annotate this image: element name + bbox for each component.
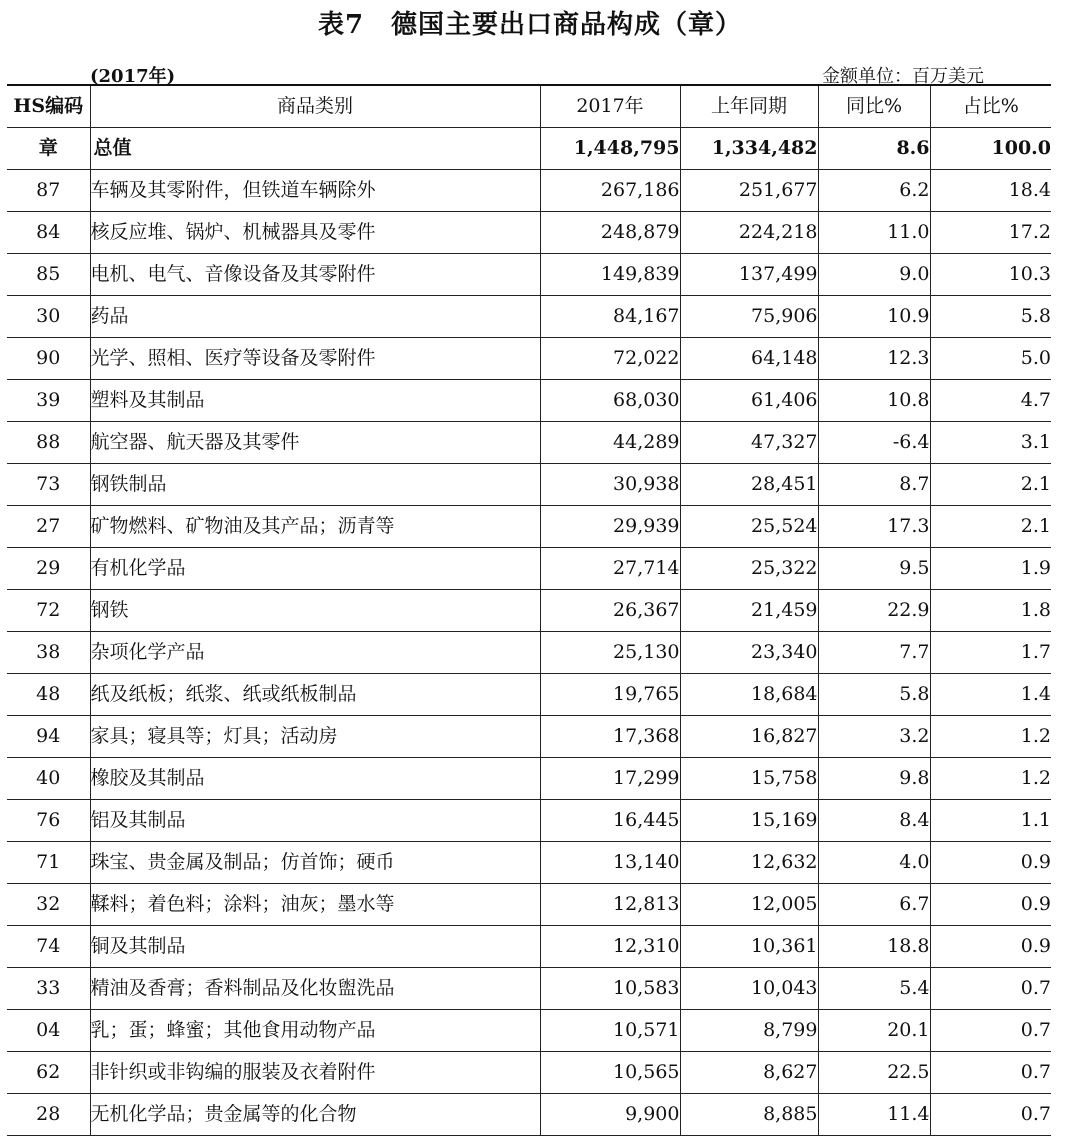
yoy-cell: 5.4 [818, 968, 930, 1010]
category-cell: 光学、照相、医疗等设备及零附件 [90, 338, 540, 380]
value-previous-cell: 8,627 [680, 1052, 818, 1094]
value-2017-cell: 30,938 [540, 464, 680, 506]
value-previous-cell: 224,218 [680, 212, 818, 254]
value-previous-cell: 10,361 [680, 926, 818, 968]
value-2017-cell: 12,310 [540, 926, 680, 968]
share-cell: 0.9 [930, 842, 1051, 884]
share-cell: 1.9 [930, 548, 1051, 590]
value-previous-cell: 61,406 [680, 380, 818, 422]
hs-code-cell: 90 [7, 338, 90, 380]
category-cell: 钢铁制品 [90, 464, 540, 506]
category-cell: 杂项化学产品 [90, 632, 540, 674]
value-2017-cell: 19,765 [540, 674, 680, 716]
yoy-cell: 22.9 [818, 590, 930, 632]
category-cell: 纸及纸板；纸浆、纸或纸板制品 [90, 674, 540, 716]
value-previous-cell: 28,451 [680, 464, 818, 506]
header-previous-year: 上年同期 [680, 85, 818, 128]
hs-code-cell: 62 [7, 1052, 90, 1094]
share-cell: 0.7 [930, 1094, 1051, 1136]
share-cell: 1.1 [930, 800, 1051, 842]
value-previous-cell: 137,499 [680, 254, 818, 296]
hs-code-cell: 38 [7, 632, 90, 674]
yoy-cell: -6.4 [818, 422, 930, 464]
hs-code-cell: 87 [7, 170, 90, 212]
yoy-cell: 10.8 [818, 380, 930, 422]
table-row [7, 1094, 1051, 1136]
share-cell: 18.4 [930, 170, 1051, 212]
share-cell: 1.2 [930, 716, 1051, 758]
value-previous-cell: 8,885 [680, 1094, 818, 1136]
value-previous-cell: 16,827 [680, 716, 818, 758]
hs-code-cell: 76 [7, 800, 90, 842]
hs-code-cell: 40 [7, 758, 90, 800]
category-cell: 精油及香膏；香料制品及化妆盥洗品 [90, 968, 540, 1010]
hs-code-cell: 88 [7, 422, 90, 464]
table-row [7, 422, 1051, 464]
value-previous-cell: 251,677 [680, 170, 818, 212]
table-row [7, 968, 1051, 1010]
share-cell: 1.4 [930, 674, 1051, 716]
share-cell: 1.8 [930, 590, 1051, 632]
header-hs-code: HS编码 [7, 85, 90, 128]
share-cell: 10.3 [930, 254, 1051, 296]
share-cell: 5.0 [930, 338, 1051, 380]
value-2017-cell: 16,445 [540, 800, 680, 842]
category-cell: 鞣料；着色料；涂料；油灰；墨水等 [90, 884, 540, 926]
table-row [7, 674, 1051, 716]
share-cell: 17.2 [930, 212, 1051, 254]
hs-code-cell: 04 [7, 1010, 90, 1052]
value-previous-cell: 12,005 [680, 884, 818, 926]
table-row [7, 1010, 1051, 1052]
table-row [7, 170, 1051, 212]
table-row [7, 758, 1051, 800]
table-row [7, 884, 1051, 926]
yoy-cell: 8.6 [818, 128, 930, 170]
value-2017-cell: 10,583 [540, 968, 680, 1010]
value-previous-cell: 23,340 [680, 632, 818, 674]
yoy-cell: 9.5 [818, 548, 930, 590]
header-yoy: 同比% [818, 85, 930, 128]
hs-code-cell: 84 [7, 212, 90, 254]
total-row [7, 128, 1051, 170]
category-cell: 航空器、航天器及其零件 [90, 422, 540, 464]
category-cell: 钢铁 [90, 590, 540, 632]
table-row [7, 338, 1051, 380]
value-2017-cell: 12,813 [540, 884, 680, 926]
hs-code-cell: 33 [7, 968, 90, 1010]
category-cell: 总值 [90, 128, 540, 170]
value-previous-cell: 15,758 [680, 758, 818, 800]
share-cell: 4.7 [930, 380, 1051, 422]
share-cell: 1.7 [930, 632, 1051, 674]
table-row [7, 842, 1051, 884]
hs-code-cell: 章 [7, 128, 90, 170]
yoy-cell: 9.0 [818, 254, 930, 296]
export-table [7, 84, 1051, 1136]
value-2017-cell: 68,030 [540, 380, 680, 422]
yoy-cell: 12.3 [818, 338, 930, 380]
value-2017-cell: 27,714 [540, 548, 680, 590]
value-previous-cell: 10,043 [680, 968, 818, 1010]
value-2017-cell: 17,368 [540, 716, 680, 758]
value-previous-cell: 25,524 [680, 506, 818, 548]
hs-code-cell: 32 [7, 884, 90, 926]
value-previous-cell: 47,327 [680, 422, 818, 464]
header-share: 占比% [930, 85, 1051, 128]
value-2017-cell: 10,571 [540, 1010, 680, 1052]
share-cell: 0.9 [930, 884, 1051, 926]
yoy-cell: 11.4 [818, 1094, 930, 1136]
value-previous-cell: 75,906 [680, 296, 818, 338]
value-2017-cell: 13,140 [540, 842, 680, 884]
share-cell: 1.2 [930, 758, 1051, 800]
table-row [7, 716, 1051, 758]
yoy-cell: 22.5 [818, 1052, 930, 1094]
category-cell: 塑料及其制品 [90, 380, 540, 422]
value-2017-cell: 1,448,795 [540, 128, 680, 170]
share-cell: 2.1 [930, 464, 1051, 506]
category-cell: 铜及其制品 [90, 926, 540, 968]
hs-code-cell: 28 [7, 1094, 90, 1136]
share-cell: 0.7 [930, 1010, 1051, 1052]
table-row [7, 464, 1051, 506]
category-cell: 乳；蛋；蜂蜜；其他食用动物产品 [90, 1010, 540, 1052]
value-previous-cell: 25,322 [680, 548, 818, 590]
hs-code-cell: 72 [7, 590, 90, 632]
yoy-cell: 8.4 [818, 800, 930, 842]
table-row [7, 380, 1051, 422]
value-2017-cell: 267,186 [540, 170, 680, 212]
value-previous-cell: 1,334,482 [680, 128, 818, 170]
value-previous-cell: 8,799 [680, 1010, 818, 1052]
value-previous-cell: 21,459 [680, 590, 818, 632]
value-previous-cell: 64,148 [680, 338, 818, 380]
yoy-cell: 11.0 [818, 212, 930, 254]
category-cell: 铝及其制品 [90, 800, 540, 842]
share-cell: 0.7 [930, 1052, 1051, 1094]
table-title: 表7 德国主要出口商品构成（章） [317, 10, 743, 40]
hs-code-cell: 27 [7, 506, 90, 548]
value-2017-cell: 17,299 [540, 758, 680, 800]
header-category: 商品类别 [90, 85, 540, 128]
category-cell: 药品 [90, 296, 540, 338]
category-cell: 橡胶及其制品 [90, 758, 540, 800]
share-cell: 100.0 [930, 128, 1051, 170]
value-2017-cell: 44,289 [540, 422, 680, 464]
category-cell: 无机化学品；贵金属等的化合物 [90, 1094, 540, 1136]
table-row [7, 1052, 1051, 1094]
hs-code-cell: 39 [7, 380, 90, 422]
share-cell: 5.8 [930, 296, 1051, 338]
header-row [7, 85, 1051, 128]
value-2017-cell: 9,900 [540, 1094, 680, 1136]
value-2017-cell: 29,939 [540, 506, 680, 548]
yoy-cell: 18.8 [818, 926, 930, 968]
hs-code-cell: 94 [7, 716, 90, 758]
value-2017-cell: 72,022 [540, 338, 680, 380]
table-row [7, 548, 1051, 590]
yoy-cell: 8.7 [818, 464, 930, 506]
yoy-cell: 5.8 [818, 674, 930, 716]
category-cell: 核反应堆、锅炉、机械器具及零件 [90, 212, 540, 254]
value-2017-cell: 84,167 [540, 296, 680, 338]
year-note: (2017年) [90, 66, 176, 87]
share-cell: 2.1 [930, 506, 1051, 548]
yoy-cell: 6.7 [818, 884, 930, 926]
hs-code-cell: 74 [7, 926, 90, 968]
category-cell: 矿物燃料、矿物油及其产品；沥青等 [90, 506, 540, 548]
yoy-cell: 20.1 [818, 1010, 930, 1052]
share-cell: 0.9 [930, 926, 1051, 968]
value-2017-cell: 149,839 [540, 254, 680, 296]
table-row [7, 212, 1051, 254]
yoy-cell: 9.8 [818, 758, 930, 800]
share-cell: 3.1 [930, 422, 1051, 464]
category-cell: 珠宝、贵金属及制品；仿首饰；硬币 [90, 842, 540, 884]
hs-code-cell: 48 [7, 674, 90, 716]
share-cell: 0.7 [930, 968, 1051, 1010]
value-previous-cell: 18,684 [680, 674, 818, 716]
value-2017-cell: 26,367 [540, 590, 680, 632]
hs-code-cell: 71 [7, 842, 90, 884]
category-cell: 家具；寝具等；灯具；活动房 [90, 716, 540, 758]
value-2017-cell: 248,879 [540, 212, 680, 254]
category-cell: 电机、电气、音像设备及其零附件 [90, 254, 540, 296]
value-previous-cell: 15,169 [680, 800, 818, 842]
category-cell: 非针织或非钩编的服装及衣着附件 [90, 1052, 540, 1094]
table-row [7, 254, 1051, 296]
yoy-cell: 7.7 [818, 632, 930, 674]
category-cell: 有机化学品 [90, 548, 540, 590]
table-row [7, 800, 1051, 842]
yoy-cell: 17.3 [818, 506, 930, 548]
table-row [7, 590, 1051, 632]
hs-code-cell: 30 [7, 296, 90, 338]
table-row [7, 632, 1051, 674]
table-row [7, 926, 1051, 968]
table-row [7, 296, 1051, 338]
value-previous-cell: 12,632 [680, 842, 818, 884]
yoy-cell: 10.9 [818, 296, 930, 338]
unit-note: 金额单位：百万美元 [822, 66, 984, 87]
hs-code-cell: 73 [7, 464, 90, 506]
value-2017-cell: 25,130 [540, 632, 680, 674]
category-cell: 车辆及其零附件，但铁道车辆除外 [90, 170, 540, 212]
yoy-cell: 6.2 [818, 170, 930, 212]
value-2017-cell: 10,565 [540, 1052, 680, 1094]
yoy-cell: 3.2 [818, 716, 930, 758]
hs-code-cell: 29 [7, 548, 90, 590]
yoy-cell: 4.0 [818, 842, 930, 884]
hs-code-cell: 85 [7, 254, 90, 296]
header-2017: 2017年 [540, 85, 680, 128]
table-row [7, 506, 1051, 548]
